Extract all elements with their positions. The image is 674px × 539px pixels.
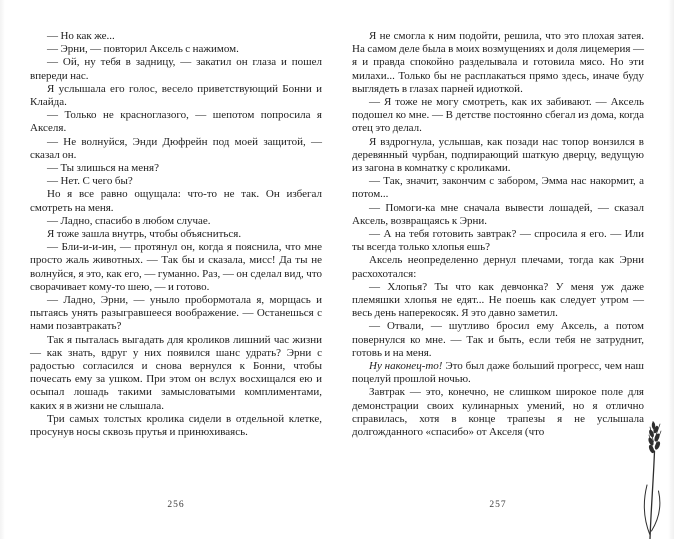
paragraph: Я тоже зашла внутрь, чтобы объясниться.	[47, 228, 242, 241]
page-left	[30, 30, 322, 492]
paragraph: Три самых толстых кролика сидели в отдельной клетке, просунув носы сквозь прутья и принюхиваясь.	[30, 412, 322, 439]
paragraph: Я услышала его голос, весело приветствующий Бонни и Клайда.	[30, 82, 322, 109]
paragraph: — Ладно, Эрни, — уныло пробормотала я, морщась и пытаясь унять разыгравшееся воображение. — Останешься с нами позавтракать?	[30, 294, 322, 333]
paragraph-text: Это был даже больший прогресс, чем наш поцелуй прошлой ночью.	[352, 360, 644, 386]
paragraph: Завтрак — это, конечно, не слишком широкое поле для демонстрации своих кулинарных умений, но я отлично справилась, хотя в конце трапезы я не услышала долгожданного «спасибо» от Акселя (что	[352, 386, 644, 439]
paragraph: — А на тебя готовить завтрак? — спросила я его. — Или ты всегда только хлопья ешь?	[352, 228, 644, 254]
paragraph: — Так, значит, закончим с забором, Эмма нас накормит, а потом...	[352, 175, 644, 201]
paragraph: — Ты злишься на меня?	[47, 162, 159, 175]
paragraph: — Не волнуйся, Энди Дюфрейн под моей защитой, — сказал он.	[30, 135, 322, 161]
paragraph: — Только не красноглазого, — шепотом попросила я Акселя.	[30, 109, 322, 135]
paragraph: Аксель неопределенно дернул плечами, тогда как Эрни расхохотался:	[352, 254, 644, 280]
paragraph: Я вздрогнула, услышав, как позади нас топор вонзился в деревянный чурбан, подпирающий шаткую дверцу, ведущую из загона в комнатку с кроликами.	[352, 135, 644, 175]
paragraph: — Помоги-ка мне сначала вывести лошадей, — сказал Аксель, возвращаясь к Эрни.	[352, 201, 644, 227]
paragraph: Так я пыталась выгадать для кроликов лишний час жизни — как знать, вдруг у них появился шанс удрать? Эрни с радостью согласился и снова вернулся к Бонни, чтобы почесать ему за ушком. При этом он вслух восхищался ею и осыпал лошадь такими замысловатыми комплиментами, каких я в жизни не слышала.	[30, 333, 322, 412]
paragraph: — Ой, ну тебя в задницу, — закатил он глаза и пошел впереди нас.	[30, 56, 322, 82]
paragraph: — Отвали, — шутливо бросил ему Аксель, а потом повернулся ко мне. — Так и быть, если тебя не затруднит, готовь и на меня.	[352, 320, 644, 359]
paragraph: — Я тоже не могу смотреть, как их забивают. — Аксель подошел ко мне. — В детстве постоянно сбегал из дома, когда отец это делал.	[352, 96, 644, 135]
paragraph-with-italic-lead	[352, 360, 644, 386]
page-number-left: 256	[167, 500, 185, 510]
paragraph: — Хлопья? Ты что как девчонка? У меня уж даже племяшки хлопья не едят... Не поешь как следует утром — весь день наперекосяк. Я это давно заметил.	[352, 280, 644, 320]
paragraph: Я не смогла к ним подойти, решила, что это плохая затея. На самом деле была в моих возмущениях и доля лицемерия — я и правда спокойно разделывала и готовила мясо. Но эти милахи... Только бы не расплакаться прямо здесь, иначе буду выглядеть в глазах парней идиоткой.	[352, 30, 644, 95]
page-number-right: 257	[489, 500, 507, 510]
paragraph: — Нет. С чего бы?	[47, 175, 133, 188]
page-right	[352, 30, 644, 492]
italic-phrase: Ну наконец-то!	[369, 360, 443, 373]
paragraph: — Но как же...	[47, 30, 115, 42]
wheat-stalk-icon	[638, 421, 668, 539]
paragraph: — Эрни, — повторил Аксель с нажимом.	[47, 43, 239, 56]
paragraph: — Ладно, спасибо в любом случае.	[47, 214, 211, 227]
paragraph: — Бли-и-и-ин, — протянул он, когда я пояснила, что мне просто жаль животных. — Так бы и сказала, мисс! Да ты не волнуйся, я это, как его, — гуманно. Раз, — он сделал вид, что сворачивает кому-то шею, — и готово.	[30, 241, 322, 293]
paragraph: Но я все равно ощущала: что-то не так. Он избегал смотреть на меня.	[30, 188, 322, 214]
